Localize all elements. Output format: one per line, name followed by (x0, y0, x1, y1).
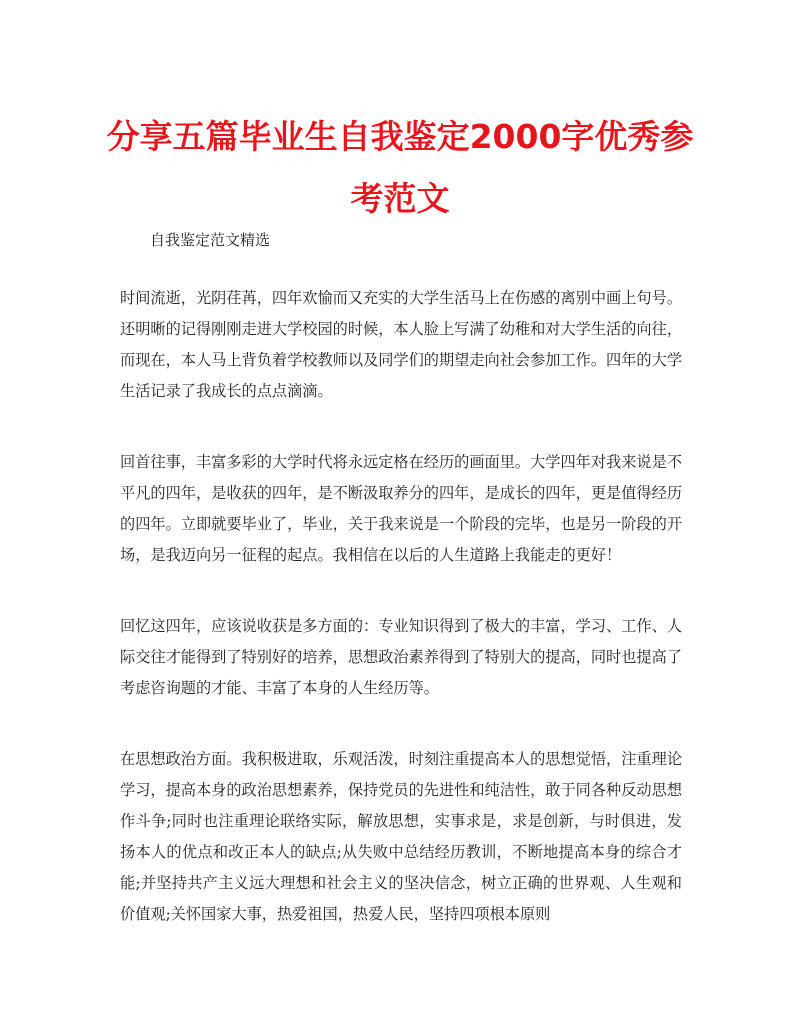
paragraph-1: 时间流逝，光阴荏苒，四年欢愉而又充实的大学生活马上在伤感的离别中画上句号。还明晰的记得刚刚走进大学校园的时候，本人脸上写满了幼稚和对大学生活的向往，而现在，本人马上背负着学校教师以及同学们的期望走向社会参加工作。四年的大学生活记录了我成长的点点滴滴。 (120, 289, 682, 400)
document-title: 分享五篇毕业生自我鉴定2000字优秀参考范文 (106, 117, 694, 218)
paragraph-3: 回忆这四年，应该说收获是多方面的：专业知识得到了极大的丰富，学习、工作、人际交往才能得到了特别好的培养，思想政治素养得到了特别大的提高，同时也提高了考虑咨询题的才能、丰富了本身的人生经历等。 (120, 617, 682, 697)
paragraph-2: 回首往事，丰富多彩的大学时代将永远定格在经历的画面里。大学四年对我来说是不平凡的四年，是收获的四年，是不断汲取养分的四年，是成长的四年，更是值得经历的四年。立即就要毕业了，毕业，关于我来说是一个阶段的完毕，也是另一阶段的开场，是我迈向另一征程的起点。我相信在以后的人生道路上我能走的更好！ (120, 453, 682, 564)
document-body (120, 283, 682, 970)
document-subtitle: 自我鉴定范文精选 (150, 231, 271, 249)
paragraph-4: 在思想政治方面。我积极进取，乐观活泼，时刻注重提高本人的思想觉悟，注重理论学习，提高本身的政治思想素养，保持党员的先进性和纯洁性，敢于同各种反动思想作斗争;同时也注重理论联络实际，解放思想，实事求是，求是创新，与时俱进，发扬本人的优点和改正本人的缺点;从失败中总结经历教训，不断地提高本身的综合才能;并坚持共产主义远大理想和社会主义的坚决信念，树立正确的世界观、人生观和价值观;关怀国家大事，热爱祖国，热爱人民，坚持四项根本原则 (120, 750, 682, 923)
